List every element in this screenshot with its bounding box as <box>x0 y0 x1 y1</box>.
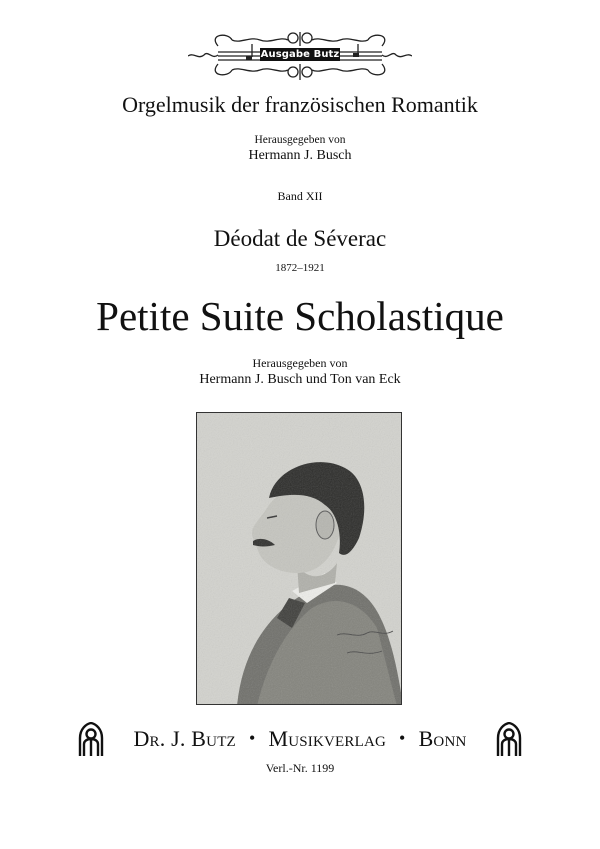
publisher-line <box>0 722 600 756</box>
work-title: Petite Suite Scholastique <box>96 293 504 339</box>
composer-portrait <box>196 412 402 705</box>
composer-name: Déodat de Séverac <box>213 226 387 251</box>
gothic-window-icon <box>496 722 522 756</box>
separator-dot: • <box>399 728 406 748</box>
separator-dot: • <box>248 728 256 748</box>
series-editor-name: Hermann J. Busch <box>248 148 352 163</box>
portrait-sketch-image <box>197 413 402 705</box>
ausgabe-butz-logo <box>188 30 412 80</box>
work-editor-names: Hermann J. Busch und Ton van Eck <box>199 372 401 387</box>
series-title: Orgelmusik der französischen Romantik <box>122 92 478 117</box>
publisher-part-1: Dr. J. Butz <box>133 726 236 751</box>
publisher-part-3: Bonn <box>418 726 467 751</box>
series-editor-label: Herausgegeben von <box>254 134 346 146</box>
logo-label: Ausgabe Butz <box>260 49 340 60</box>
catalog-number: Verl.-Nr. 1199 <box>265 761 335 775</box>
composer-dates: 1872–1921 <box>275 262 325 274</box>
work-editor-label: Herausgegeben von <box>252 356 348 370</box>
volume-number: Band XII <box>277 189 323 203</box>
gothic-window-icon <box>78 722 104 756</box>
publisher-name <box>120 726 480 752</box>
publisher-part-2: Musikverlag <box>268 726 387 751</box>
